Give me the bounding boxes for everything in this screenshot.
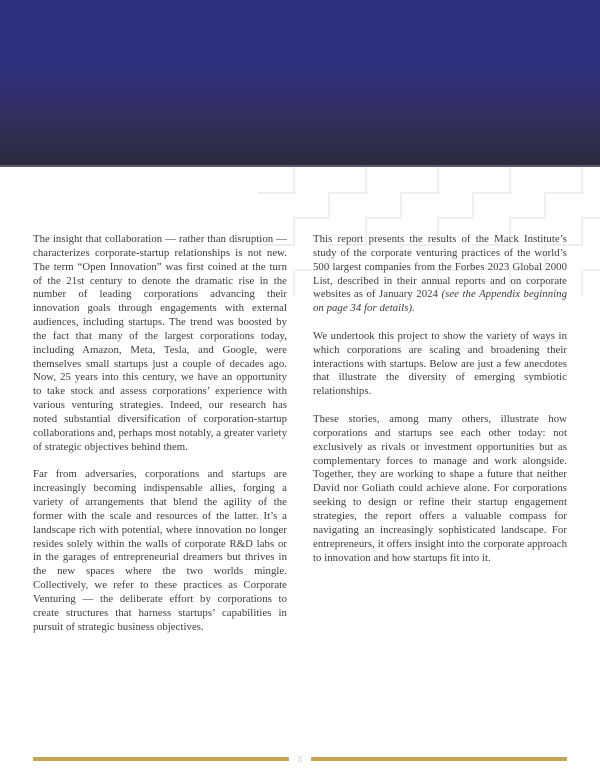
paragraph [313,233,567,316]
paragraph-run: This report presents the results of the Mack Institute’s study of the corporate venturing practices of the world’s 500 largest companies from the Forbes 2023 Global 2000 List, described in their annual reports and on corporate websites as of January 2024 [313,233,567,301]
paragraph-run: The insight that collaboration — rather than disruption — characterizes corporate-startup relationships is not new. The term “Open Innovation” was first coined at the turn of the 21st century to denote the dramatic rise in the number of leading corporations advancing their innovation goals through engagements with external audiences, including startups. The trend was boosted by the fact that many of the largest corporations today, including Amazon, Meta, Tesla, and Google, were themselves small startups just a couple of decades ago. Now, 25 years into this century, we have an opportunity to take stock and assess corporations’ experience with various venturing strategies. Indeed, our research has noted substantial diversification of corporation-startup collaborations and, perhaps most notably, a greater variety of strategic objectives behind them. [33,233,287,453]
article-body [33,233,567,635]
right-column [313,233,567,635]
paragraph [313,413,567,565]
footer-rule-right [311,757,567,761]
footer-rule-left [33,757,289,761]
paragraph [33,468,287,634]
paragraph-run: These stories, among many others, illustrate how corporations and startups see each other today: not exclusively as rivals or investment opportunities but as complementary forces to manage and work alongside. Together, they are working to shape a future that neither David nor Goliath could achieve alone. For corporations seeking to design or refine their startup engagement strategies, the report offers a valuable compass for navigating an increasingly sophisticated landscape. For entrepreneurs, it offers insight into the corporate approach to innovation and how startups fit into it. [313,413,567,564]
header-banner [0,0,600,167]
paragraph-run: Far from adversaries, corporations and startups are increasingly becoming indispensable allies, forging a variety of arrangements that blend the agility of the former with the scale and resources of the latter. It’s a landscape rich with potential, where innovation no longer resides solely within the walls of corporate R&D labs or in the garages of entrepreneurial dreamers but thrives in the new spaces where the two worlds mingle. Collectively, we refer to these practices as Corporate Venturing — the deliberate effort by corporations to create structures that harness startups’ capabilities in pursuit of strategic business objectives. [33,468,287,633]
paragraph-run-italic: (see the Appendix beginning on page 34 for details). [313,288,567,315]
page-number: 5 [297,753,303,764]
paragraph [313,330,567,399]
paragraph-run: We undertook this project to show the variety of ways in which corporations are scaling and broadening their interactions with startups. Below are just a few anecdotes that illustrate the diversity of emerging symbiotic relationships. [313,329,567,398]
left-column [33,233,287,635]
paragraph [33,233,287,455]
page-footer [33,751,567,767]
